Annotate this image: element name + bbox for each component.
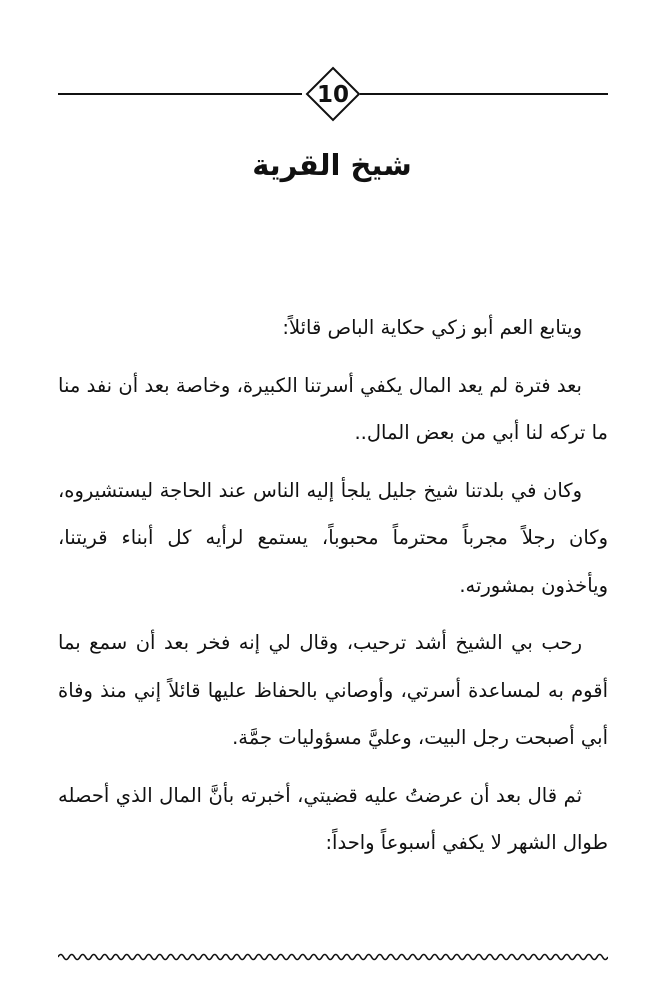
header-rule-left (58, 93, 302, 95)
page-number: 10 (316, 82, 349, 108)
paragraph: ثم قال بعد أن عرضتُ عليه قضيتي، أخبرته بأنَّ المال الذي أحصله طوال الشهر لا يكفي أسبوعاً واحداً: (58, 783, 608, 854)
chapter-title: شيخ القرية (252, 148, 412, 182)
chapter-body (58, 304, 608, 877)
paragraph: ويتابع العم أبو زكي حكاية الباص قائلاً: (282, 316, 582, 339)
paragraph: بعد فترة لم يعد المال يكفي أسرتنا الكبيرة، وخاصة بعد أن نفد منا ما تركه لنا أبي من بعض المال.. (58, 373, 608, 444)
chapter-header (0, 58, 663, 130)
paragraph: وكان في بلدتنا شيخ جليل يلجأ إليه الناس عند الحاجة ليستشيروه، وكان رجلاً مجرباً محترماً محبوباً، يستمع لرأيه كل أبناء قريتنا، ويأخذون بمشورته. (58, 478, 608, 597)
header-rule-right (360, 93, 608, 95)
footer-wave-divider (58, 950, 608, 964)
paragraph: رحب بي الشيخ أشد ترحيب، وقال لي إنه فخر بعد أن سمع بما أقوم به لمساعدة أسرتي، وأوصاني بالحفاظ عليها قائلاً إني منذ وفاة أبي أصبحت رجل البيت، وعليَّ مسؤوليات جمَّة. (58, 631, 608, 749)
